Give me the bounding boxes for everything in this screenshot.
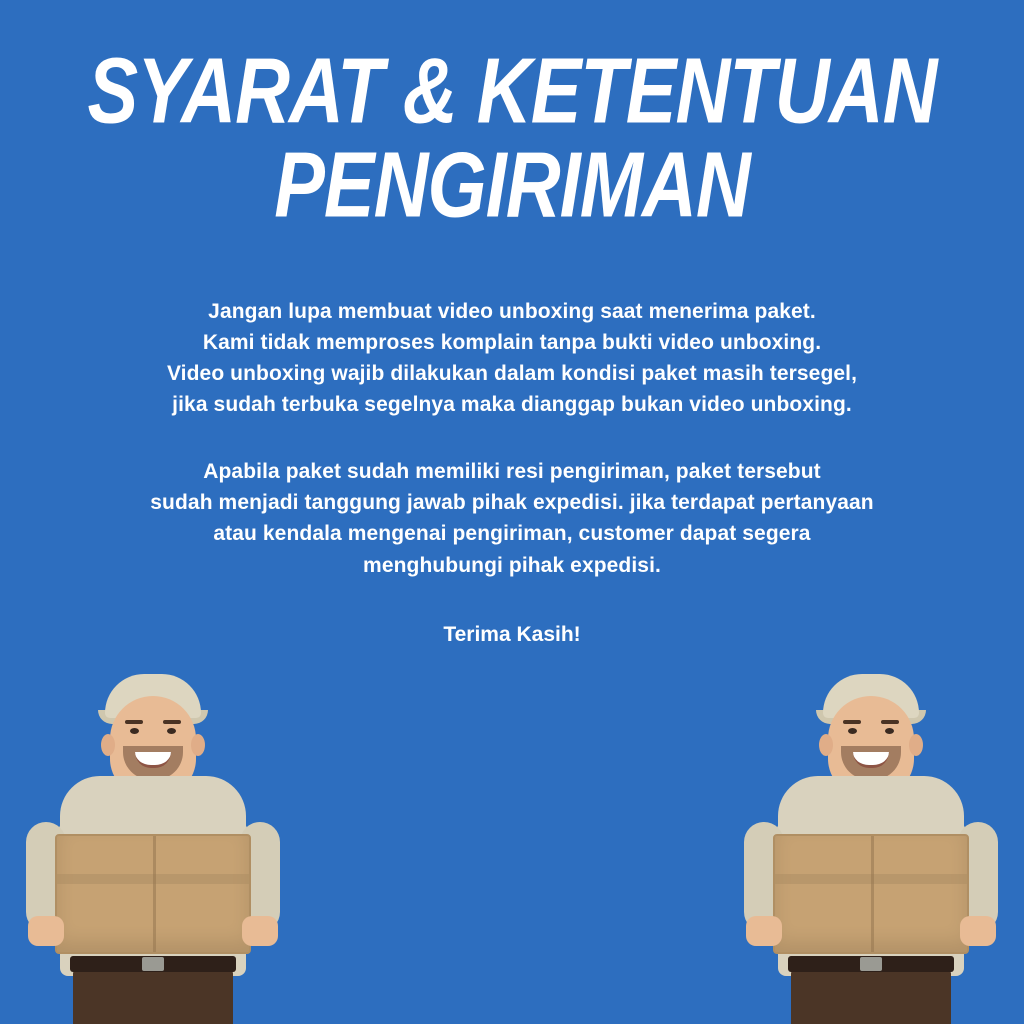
eyebrow-right-shape xyxy=(163,720,181,724)
hand-right-shape xyxy=(242,916,278,946)
hand-left-shape xyxy=(746,916,782,946)
ear-right-shape xyxy=(191,734,205,756)
box-seam-shape xyxy=(871,836,874,952)
paragraph-1-line-1: Jangan lupa membuat video unboxing saat menerima paket. xyxy=(208,300,816,323)
ear-left-shape xyxy=(101,734,115,756)
trousers-shape xyxy=(73,968,233,1024)
paragraph-1-line-2: Kami tidak memproses komplain tanpa bukti video unboxing. xyxy=(202,331,822,355)
paragraph-1-line-4: jika sudah terbuka segelnya maka dianggap bukan video unboxing. xyxy=(172,393,852,417)
courier-holding-box-right xyxy=(736,674,1006,1024)
belt-buckle-shape xyxy=(860,957,882,971)
paragraph-1 xyxy=(0,296,1024,420)
eye-right-shape xyxy=(167,728,176,734)
eye-left-shape xyxy=(848,728,857,734)
eyebrow-left-shape xyxy=(843,720,861,724)
belt-buckle-shape xyxy=(142,957,164,971)
box-seam-shape xyxy=(153,836,156,952)
hand-left-shape xyxy=(28,916,64,946)
trousers-shape xyxy=(791,968,951,1024)
hand-right-shape xyxy=(960,916,996,946)
paragraph-2-line-3: atau kendala mengenai pengiriman, customer dapat segera xyxy=(213,522,811,546)
poster-title xyxy=(0,39,1024,238)
paragraph-2-line-2: sudah menjadi tanggung jawab pihak expedisi. jika terdapat pertanyaan xyxy=(150,491,874,515)
eye-right-shape xyxy=(885,728,894,734)
paragraph-2-line-1: Apabila paket sudah memiliki resi pengiriman, paket tersebut xyxy=(203,460,821,484)
cardboard-box-icon xyxy=(773,834,969,954)
title-line-2: PENGIRIMAN xyxy=(274,133,750,238)
ear-left-shape xyxy=(819,734,833,756)
poster-body xyxy=(0,296,1024,647)
title-line-1: SYARAT & KETENTUAN xyxy=(87,39,937,144)
eyebrow-left-shape xyxy=(125,720,143,724)
cardboard-box-icon xyxy=(55,834,251,954)
eyebrow-right-shape xyxy=(881,720,899,724)
closing-text: Terima Kasih! xyxy=(443,622,581,646)
paragraph-2-line-4: menghubungi pihak expedisi. xyxy=(363,553,661,577)
paragraph-2 xyxy=(0,456,1024,580)
paragraph-1-line-3: Video unboxing wajib dilakukan dalam kondisi paket masih tersegel, xyxy=(166,362,858,386)
ear-right-shape xyxy=(909,734,923,756)
eye-left-shape xyxy=(130,728,139,734)
courier-holding-box-left xyxy=(18,674,288,1024)
